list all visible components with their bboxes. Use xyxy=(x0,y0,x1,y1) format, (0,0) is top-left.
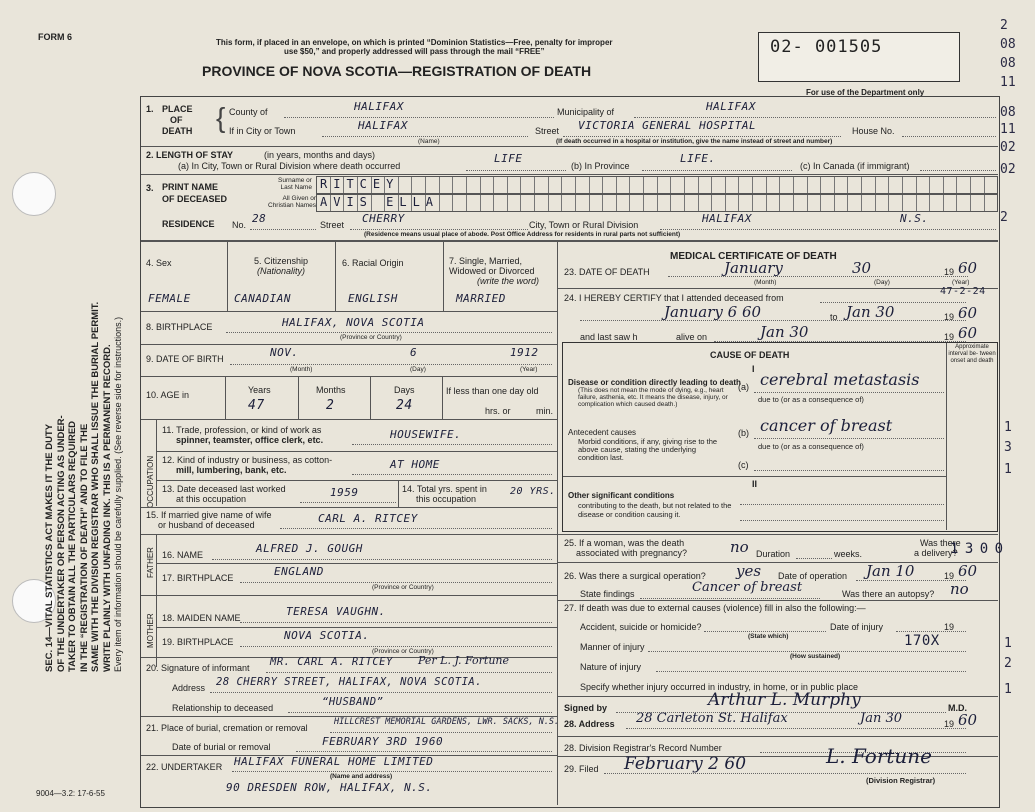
undertaker-address: 90 DRESDEN ROW, HALIFAX, N.S. xyxy=(226,781,433,794)
findings-label: State findings xyxy=(580,589,635,599)
physician-address-value: 28 Carleton St. Halifax xyxy=(636,711,788,726)
margin-code-3: 08 xyxy=(1000,56,1016,71)
city-label: If in City or Town xyxy=(229,126,296,136)
immediate-cause-note: (This does not mean the mode of dying, e.g., heart failure, asthenia, etc. It means the disease, injury, or complication which caused death.) xyxy=(578,387,728,408)
father-side-label: FATHER xyxy=(146,547,155,578)
physician-address-year: 60 xyxy=(958,711,978,729)
external-label: 27. If death was due to external causes (violence) fill in also the following:— xyxy=(564,603,866,613)
county-label: County of xyxy=(229,107,268,117)
dob-year: 1912 xyxy=(510,346,539,359)
manner-label: Manner of injury xyxy=(580,642,645,652)
burial-place-label: 21. Place of burial, cremation or removal xyxy=(146,723,308,733)
residence-province: N.S. xyxy=(900,212,929,225)
dob-label: 9. DATE OF BIRTH xyxy=(146,354,224,364)
margin-code-6: 11 xyxy=(1000,122,1016,137)
margin-code-1: 2 xyxy=(1000,18,1008,33)
surgery-value: yes xyxy=(736,562,762,580)
sidebar-instructions: SEC. 14—VITAL STATISTICS ACT MAKES IT THE DUTY OF THE UNDERTAKER OR PERSON ACTING AS UNDER- TAKER TO OBTAIN ALL THE PARTICULARS REQUIRED IN THE “REGISTRATION OF DEATH” AND TO FILE THE SAME WITH THE DIVISION REGISTRAR WHO SHALL ISSUE THE BURIAL PERMIT. WRITE PLAINLY WITH UNFADING INK. THIS IS A PERMANENT RECORD. Every item of information should be carefully supplied. (See reverse side for instructions.) xyxy=(44,301,123,672)
age-hrs-label: hrs. or xyxy=(485,406,511,416)
dob-month: NOV. xyxy=(270,346,299,359)
margin-code-7: 02 xyxy=(1000,140,1016,155)
certify-to: Jan 30 xyxy=(846,303,895,321)
relationship-label: Relationship to deceased xyxy=(172,703,274,713)
cause-c-label: (c) xyxy=(738,460,749,470)
state-which-sub: (State which) xyxy=(748,633,789,640)
municipality-label: Municipality of xyxy=(557,107,615,117)
name-label: PRINT NAME OF DECEASED xyxy=(162,182,228,204)
birthplace-value: HALIFAX, NOVA SCOTIA xyxy=(282,316,425,329)
antecedent-label: Antecedent causes xyxy=(568,428,637,437)
registrar-sub: (Division Registrar) xyxy=(866,776,936,785)
op-year-prefix: 19 xyxy=(944,571,955,581)
surname-label: Surname or Last Name xyxy=(278,177,312,191)
given-value: AVIS ELLA xyxy=(320,195,440,209)
street-label: Street xyxy=(535,126,560,136)
footer-code: 9004—3.2: 17-6-55 xyxy=(36,789,105,798)
mother-name-label: 18. MAIDEN NAME xyxy=(162,613,241,623)
certify-from: January 6 60 xyxy=(664,303,762,321)
sex-label: 4. Sex xyxy=(146,258,172,268)
registrar-signature: L. Fortune xyxy=(826,744,933,768)
lastsaw-alive-label: alive on xyxy=(676,332,708,342)
punch-hole-top xyxy=(12,172,56,216)
age-days: 24 xyxy=(396,398,413,413)
department-use-note: For use of the Department only xyxy=(806,88,925,97)
delivery-code: 1 3 0 0 xyxy=(950,541,1003,557)
medical-title: MEDICAL CERTIFICATE OF DEATH xyxy=(670,251,837,262)
lastworked-value: 1959 xyxy=(330,486,359,499)
lastsaw-label: and last saw h xyxy=(580,332,638,342)
age-years: 47 xyxy=(248,398,265,413)
margin-code-cause-3: 1 xyxy=(1004,462,1012,477)
margin-code-2: 08 xyxy=(1000,37,1016,52)
undertaker-label: 22. UNDERTAKER xyxy=(146,762,223,772)
mail-notice: This form, if placed in an envelope, on which is printed “Dominion Statistics—Free, penalty for improper use $50,” and properly addressed will pass through the mail “FREE” xyxy=(216,38,613,56)
industry-value: AT HOME xyxy=(390,458,440,471)
cause-title: CAUSE OF DEATH xyxy=(710,350,790,360)
margin-code-4: 11 xyxy=(1000,75,1016,90)
stay-a-label: (a) In City, Town or Rural Division where death occurred xyxy=(178,161,401,171)
given-label: All Given or Christian Names xyxy=(268,195,317,209)
informant-address-value: 28 CHERRY STREET, HALIFAX, NOVA SCOTIA. xyxy=(216,676,483,688)
county-value: HALIFAX xyxy=(354,100,404,113)
spouse-value: CARL A. RITCEY xyxy=(318,512,418,525)
certify-year-prefix: 19 xyxy=(944,312,955,322)
form-title: PROVINCE OF NOVA SCOTIA—REGISTRATION OF DEATH xyxy=(202,63,592,79)
cause-part-1: I xyxy=(752,364,755,374)
industry-label: 12. Kind of industry or business, as cotton- mill, lumbering, bank, etc. xyxy=(162,455,333,475)
how-sustained-sub: (How sustained) xyxy=(790,653,841,660)
total-years-label: 14. Total yrs. spent in this occupation xyxy=(402,484,487,504)
margin-code-injury-1: 1 xyxy=(1004,636,1012,651)
age-label: 10. AGE in xyxy=(146,390,190,400)
physician-address-date: Jan 30 xyxy=(860,711,903,726)
citizenship-value: CANADIAN xyxy=(234,292,291,305)
manner-code: 170X xyxy=(904,633,940,649)
certify-label: 24. I HEREBY CERTIFY that I attended deceased from xyxy=(564,293,784,303)
stay-c-label: (c) In Canada (if immigrant) xyxy=(800,161,910,171)
trade-value: HOUSEWIFE. xyxy=(390,428,462,441)
record-number-label: 28. Division Registrar's Record Number xyxy=(564,743,722,753)
physician-address-label: 28. Address xyxy=(564,719,615,729)
residence-label: RESIDENCE xyxy=(162,219,215,229)
informant-sig-value: MR. CARL A. RITCEY xyxy=(270,656,393,668)
age-years-label: Years xyxy=(248,385,271,395)
city-name-sub: (Name) xyxy=(418,138,440,145)
signed-label: Signed by xyxy=(564,703,608,713)
weeks-label: weeks. xyxy=(834,549,863,559)
injury-date-label: Date of injury xyxy=(830,622,884,632)
lastsaw-value: Jan 30 xyxy=(760,323,809,341)
mother-birthplace-label: 19. BIRTHPLACE xyxy=(162,637,234,647)
cause-a-value: cerebral metastasis xyxy=(760,370,920,389)
lastsaw-year-prefix: 19 xyxy=(944,332,955,342)
filed-label: 29. Filed xyxy=(564,764,599,774)
mother-birthplace-sub: (Province or Country) xyxy=(372,648,434,655)
surname-grid xyxy=(316,176,998,194)
burial-date-value: FEBRUARY 3RD 1960 xyxy=(322,735,444,748)
trade-label: 11. Trade, profession, or kind of work as spinner, teamster, office clerk, etc. xyxy=(162,425,324,445)
findings-value: Cancer of breast xyxy=(692,580,803,595)
autopsy-label: Was there an autopsy? xyxy=(842,589,935,599)
dod-month-sub: (Month) xyxy=(754,279,777,286)
nature-label: Nature of injury xyxy=(580,662,642,672)
cause-b-label: (b) xyxy=(738,428,749,438)
marital-value: MARRIED xyxy=(456,292,506,305)
age-days-label: Days xyxy=(394,385,415,395)
residence-no: 28 xyxy=(252,212,267,225)
stay-b-label: (b) In Province xyxy=(571,161,630,171)
injury-year-prefix: 19 xyxy=(944,622,955,632)
place-label: PLACE OF DEATH xyxy=(162,104,193,136)
spouse-label: 15. If married give name of wife or husband of deceased xyxy=(146,510,272,530)
dod-month: January xyxy=(724,259,783,277)
cause-a-due-to: due to (or as a consequence of) xyxy=(758,395,864,404)
father-name-label: 16. NAME xyxy=(162,550,204,560)
surgery-label: 26. Was there a surgical operation? xyxy=(564,571,706,581)
antecedent-note: Morbid conditions, if any, giving rise to the above cause, stating the underlying condition last. xyxy=(578,437,718,462)
dod-year-sub: (Year) xyxy=(952,279,970,286)
pregnancy-label: 25. If a woman, was the death associated with pregnancy? xyxy=(564,538,688,558)
municipality-value: HALIFAX xyxy=(706,100,756,113)
father-birthplace-label: 17. BIRTHPLACE xyxy=(162,573,234,583)
age-months-label: Months xyxy=(316,385,346,395)
autopsy-value: no xyxy=(950,580,969,598)
other-conditions-note: contributing to the death, but not related to the disease or condition causing it. xyxy=(578,501,732,519)
form-number: FORM 6 xyxy=(38,32,73,42)
mother-side-label: MOTHER xyxy=(146,613,155,648)
dod-label: 23. DATE OF DEATH xyxy=(564,267,650,277)
certify-code: 47-2-24 xyxy=(940,286,986,297)
duration-label: Duration xyxy=(756,549,791,559)
dob-day: 6 xyxy=(410,346,418,359)
relationship-value: “HUSBAND” xyxy=(322,696,384,708)
dob-month-sub: (Month) xyxy=(290,366,313,373)
place-label-num: 1. xyxy=(146,104,154,114)
margin-code-injury-3: 1 xyxy=(1004,682,1012,697)
immediate-cause-label: Disease or condition directly leading to death xyxy=(568,378,741,387)
cause-b-value: cancer of breast xyxy=(760,416,893,435)
margin-code-cause-1: 1 xyxy=(1004,420,1012,435)
burial-date-label: Date of burial or removal xyxy=(172,742,271,752)
residence-street: CHERRY xyxy=(362,212,405,225)
delivery-label: Was there a delivery? xyxy=(914,538,961,558)
informant-sig-per: Per L. J. Fortune xyxy=(418,654,510,667)
informant-address-label: Address xyxy=(172,683,206,693)
length-of-stay-label: 2. LENGTH OF STAY xyxy=(146,150,234,160)
lastworked-label: 13. Date deceased last worked at this occupation xyxy=(162,484,286,504)
cause-b-due-to: due to (or as a consequence of) xyxy=(758,442,864,451)
cause-a-label: (a) xyxy=(738,382,749,392)
op-date-value: Jan 10 xyxy=(866,562,915,580)
mother-name-value: TERESA VAUGHN. xyxy=(286,605,386,618)
margin-code-5: 08 xyxy=(1000,105,1016,120)
residence-city: HALIFAX xyxy=(702,212,752,225)
interval-label: Approximate interval be- tween onset and death xyxy=(948,344,996,364)
physician-year-prefix: 19 xyxy=(944,719,955,729)
undertaker-sub: (Name and address) xyxy=(330,773,393,780)
certify-year: 60 xyxy=(958,304,978,322)
death-street-value: VICTORIA GENERAL HOSPITAL xyxy=(578,119,757,132)
registration-number: 02- 001505 xyxy=(770,37,883,57)
residence-city-label: City, Town or Rural Division xyxy=(529,220,639,230)
father-name-value: ALFRED J. GOUGH xyxy=(256,542,363,555)
birthplace-label: 8. BIRTHPLACE xyxy=(146,322,213,332)
margin-code-8: 02 xyxy=(1000,162,1016,177)
residence-note: (Residence means usual place of abode. Post Office Address for residents in rural parts not sufficient) xyxy=(364,231,681,238)
father-birthplace-value: ENGLAND xyxy=(274,565,324,578)
op-year: 60 xyxy=(958,562,978,580)
dod-year-prefix: 19 xyxy=(944,267,955,277)
md-label: M.D. xyxy=(948,703,967,713)
sex-value: FEMALE xyxy=(148,292,191,305)
length-of-stay-sub: (in years, months and days) xyxy=(264,150,376,160)
age-months: 2 xyxy=(326,398,335,413)
occupation-side-label: OCCUPATION xyxy=(146,455,155,508)
age-lessday-label: If less than one day old xyxy=(446,386,539,396)
origin-label: 6. Racial Origin xyxy=(342,258,404,268)
pregnancy-value: no xyxy=(730,538,749,556)
stay-a-value: LIFE xyxy=(494,152,523,165)
age-min-label: min. xyxy=(536,406,554,416)
dod-day-sub: (Day) xyxy=(874,279,890,286)
stay-b-value: LIFE. xyxy=(680,152,716,165)
accident-label: Accident, suicide or homicide? xyxy=(580,622,702,632)
name-label-num: 3. xyxy=(146,183,154,193)
certify-to-label: to xyxy=(830,312,838,322)
residence-no-label: No. xyxy=(232,220,247,230)
father-birthplace-sub: (Province or Country) xyxy=(372,584,434,591)
birthplace-sub: (Province or Country) xyxy=(340,334,402,341)
residence-street-label: Street xyxy=(320,220,345,230)
origin-value: ENGLISH xyxy=(348,292,398,305)
lastsaw-year: 60 xyxy=(958,324,978,342)
informant-sig-label: 20. Signature of informant xyxy=(146,663,250,673)
marital-label: 7. Single, Married, Widowed or Divorced (write the word) xyxy=(449,256,540,286)
citizenship-label: 5. Citizenship (Nationality) xyxy=(253,256,309,276)
dob-day-sub: (Day) xyxy=(410,366,426,373)
dob-year-sub: (Year) xyxy=(520,366,538,373)
mother-birthplace-value: NOVA SCOTIA. xyxy=(284,629,370,642)
margin-code-9: 2 xyxy=(1000,210,1008,225)
institution-note: (If death occurred in a hospital or institution, give the name instead of street and number) xyxy=(556,138,833,145)
burial-place-value: HILLCREST MEMORIAL GARDENS, LWR. SACKS, N.S. xyxy=(334,717,560,727)
undertaker-value: HALIFAX FUNERAL HOME LIMITED xyxy=(234,755,434,768)
filed-value: February 2 60 xyxy=(624,754,747,774)
margin-code-cause-2: 3 xyxy=(1004,440,1012,455)
dod-year: 60 xyxy=(958,259,978,277)
house-no-label: House No. xyxy=(852,126,895,136)
total-years-value: 20 YRS. xyxy=(510,486,556,497)
dod-day: 30 xyxy=(852,259,872,277)
signed-value: Arthur L. Murphy xyxy=(708,690,861,710)
surname-value: RITCEY xyxy=(320,177,400,191)
specify-label: Specify whether injury occurred in industry, in home, or in public place xyxy=(580,682,858,692)
op-date-label: Date of operation xyxy=(778,571,848,581)
margin-code-injury-2: 2 xyxy=(1004,656,1012,671)
city-value: HALIFAX xyxy=(358,119,408,132)
cause-part-2: II xyxy=(752,479,758,489)
other-conditions-label: Other significant conditions xyxy=(568,491,675,500)
